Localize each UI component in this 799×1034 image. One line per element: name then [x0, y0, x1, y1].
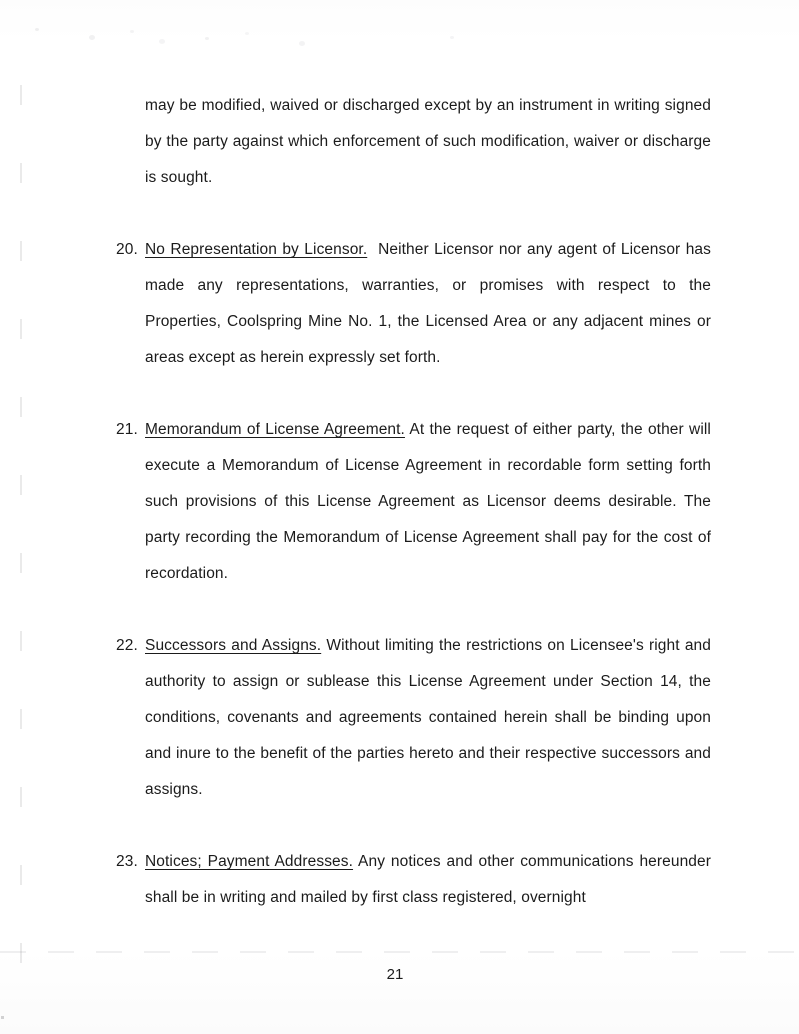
clause-21-number: 21. [116, 421, 138, 438]
clause-20-heading: No Representation by Licensor. [145, 241, 368, 258]
clause-21-text: At the request of either party, the other will execute a Memorandum of License Agreement in recordable form setting forth such provisions of this License Agreement as Licensor deems desirable. The party recording the Memorandum of License Agreement shall pay for the cost of recordation. [145, 421, 711, 582]
clause-23 [116, 844, 712, 916]
document-body [116, 88, 712, 916]
clause-23-heading: Notices; Payment Addresses. [145, 853, 354, 870]
clause-21 [116, 412, 711, 592]
clause-22-number: 22. [116, 637, 138, 654]
clause-22 [116, 628, 711, 808]
page-number: 21 [386, 966, 404, 983]
clause-21-heading: Memorandum of License Agreement. [145, 421, 405, 438]
scan-line-artifact [0, 951, 799, 953]
continuation-paragraph [145, 88, 711, 196]
scan-speck-artifact [1, 1016, 4, 1019]
clause-23-number: 23. [116, 853, 138, 870]
clause-23-text: Any notices and other communications hereunder shall be in writing and mailed by first class registered, overnight [145, 853, 712, 906]
clause-20-text: Neither Licensor nor any agent of Licensor has made any representations, warranties, or promises with respect to the Properties, Coolspring Mine No. 1, the Licensed Area or any adjacent mines or areas except as herein expressly set forth. [145, 241, 711, 366]
scan-edge-marks [20, 85, 22, 1000]
scan-smudge-artifact [35, 28, 39, 31]
clause-20-number: 20. [116, 241, 138, 258]
clause-22-text: Without limiting the restrictions on Licensee's right and authority to assign or sublease this License Agreement under Section 14, the conditions, covenants and agreements contained herein shall be binding upon and inure to the benefit of the parties hereto and their respective successors and assigns. [145, 637, 711, 798]
clause-22-heading: Successors and Assigns. [145, 637, 322, 654]
clause-20 [116, 232, 711, 376]
continuation-text: may be modified, waived or discharged except by an instrument in writing signed by the party against which enforcement of such modification, waiver or discharge is sought. [145, 97, 711, 186]
